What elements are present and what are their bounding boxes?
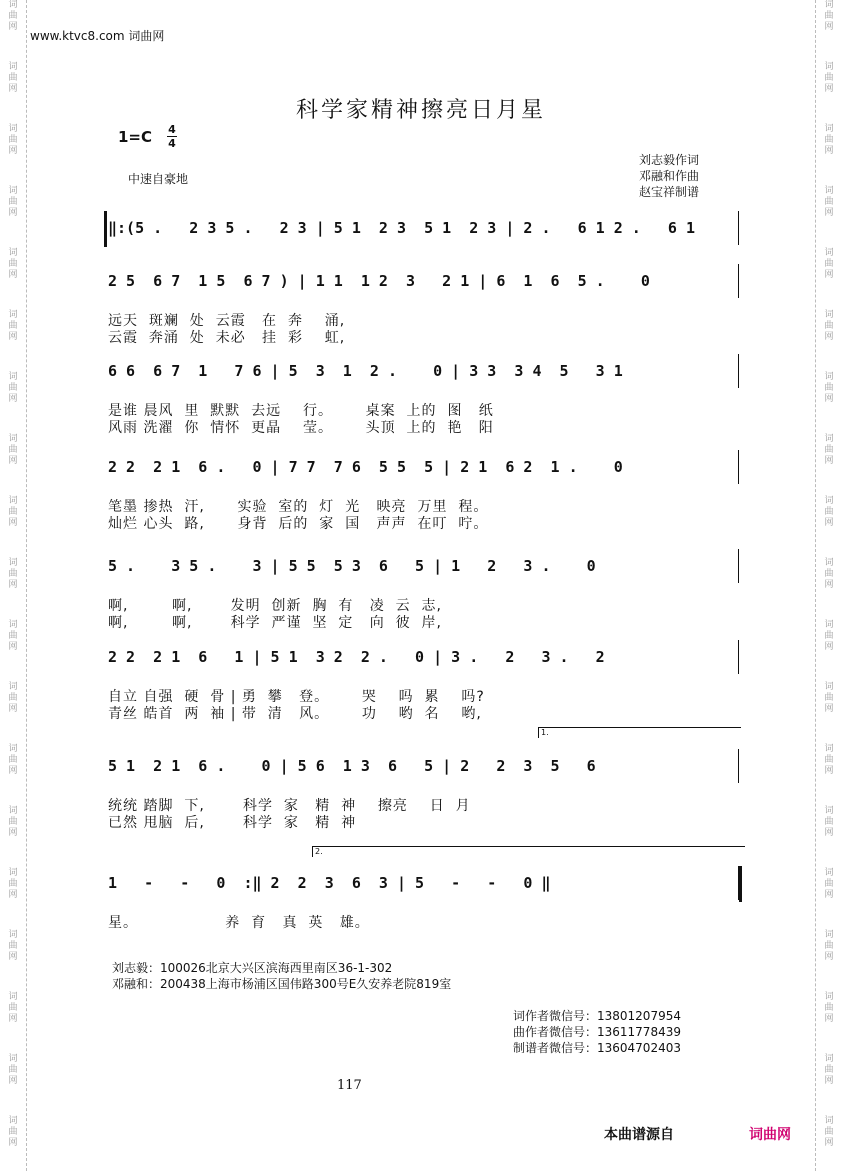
notation-line: 5 . 3 5 . 3 | 5 5 5 3 6 5 | 1 2 3 . 0 <box>108 557 596 575</box>
lyric-line-verse-2: 青丝 皓首 两 袖 | 带 清 风。 功 哟 名 哟, <box>108 706 482 722</box>
watermark-text: 词 曲 网 <box>8 1054 18 1086</box>
watermark-text: 词 曲 网 <box>8 558 18 590</box>
watermark-text: 词 曲 网 <box>824 806 834 838</box>
barline <box>738 450 739 484</box>
lyric-line-verse-1: 笔墨 掺热 汗, 实验 室的 灯 光 映亮 万里 程。 <box>108 499 489 515</box>
watermark-text: 词 曲 网 <box>824 62 834 94</box>
lyric-line-verse-2: 灿烂 心头 路, 身背 后的 家 国 声声 在叮 咛。 <box>108 516 489 532</box>
lyric-line-verse-1: 是谁 晨风 里 默默 去远 行。 桌案 上的 图 纸 <box>108 403 494 419</box>
notation-line: 2 5 6 7 1 5 6 7 ) | 1 1 1 2 3 2 1 | 6 1 6 5 . 0 <box>108 272 650 290</box>
site-url[interactable]: www.ktvc8.com 词曲网 <box>30 29 165 43</box>
watermark-text: 词 曲 网 <box>8 248 18 280</box>
watermark-text: 词 曲 网 <box>8 0 18 32</box>
lyric-line-verse-1: 统统 踏脚 下, 科学 家 精 神 擦亮 日 月 <box>108 798 471 814</box>
final-barline <box>739 866 742 902</box>
watermark-text: 词 曲 网 <box>824 0 834 32</box>
barline <box>738 264 739 298</box>
repeat-start-barline <box>104 211 107 247</box>
watermark-text: 词 曲 网 <box>8 620 18 652</box>
song-title: 科学家精神擦亮日月星 <box>295 98 546 123</box>
wechat-line: 制谱者微信号：13604702403 <box>513 1041 681 1055</box>
key-signature: 1=C <box>118 128 153 146</box>
lyric-line-verse-1: 啊, 啊, 发明 创新 胸 有 凌 云 志, <box>108 598 442 614</box>
watermark-text: 词 曲 网 <box>8 62 18 94</box>
page-number: 117 <box>337 1078 362 1093</box>
tempo-marking: 中速自豪地 <box>128 172 189 186</box>
watermark-text: 词 曲 网 <box>824 372 834 404</box>
notation-line: ‖:(5 . 2 3 5 . 2 3 | 5 1 2 3 5 1 2 3 | 2 . 6 1 2 . 6 1 <box>108 219 695 237</box>
barline <box>738 640 739 674</box>
wechat-block <box>513 1008 681 1056</box>
watermark-text: 词 曲 网 <box>8 124 18 156</box>
watermark-text: 词 曲 网 <box>824 868 834 900</box>
notation-line: 1 - - 0 :‖ 2 2 3 6 3 | 5 - - 0 ‖ <box>108 874 551 892</box>
lyric-line-verse-2: 啊, 啊, 科学 严谨 坚 定 向 彼 岸, <box>108 615 442 631</box>
barline <box>738 211 739 245</box>
watermark-text: 词 曲 网 <box>8 868 18 900</box>
wechat-line: 词作者微信号：13801207954 <box>513 1009 681 1023</box>
watermark-text: 词 曲 网 <box>8 930 18 962</box>
watermark-text: 词 曲 网 <box>824 558 834 590</box>
arranger-credit: 赵宝祥制谱 <box>639 185 700 199</box>
watermark-text: 词 曲 网 <box>8 186 18 218</box>
time-signature: 4 4 <box>168 123 176 150</box>
watermark-text: 词 曲 网 <box>824 124 834 156</box>
source-site-link[interactable]: 词曲网 <box>749 1127 791 1143</box>
wechat-line: 曲作者微信号：13611778439 <box>513 1025 681 1039</box>
watermark-text: 词 曲 网 <box>8 434 18 466</box>
watermark-text: 词 曲 网 <box>824 682 834 714</box>
watermark-text: 词 曲 网 <box>824 310 834 342</box>
notation-line: 2 2 2 1 6 . 0 | 7 7 7 6 5 5 5 | 2 1 6 2 1 . 0 <box>108 458 623 476</box>
source-label: 本曲谱源自 <box>604 1127 674 1143</box>
address-line: 刘志毅：100026北京大兴区滨海西里南区36-1-302 <box>112 961 393 975</box>
lyricist-credit: 刘志毅作词 <box>639 153 700 167</box>
address-line: 邓融和：200438上海市杨浦区国伟路300号E久安养老院819室 <box>112 977 452 991</box>
watermark-text: 词 曲 网 <box>824 186 834 218</box>
barline <box>738 749 739 783</box>
watermark-text: 词 曲 网 <box>8 310 18 342</box>
volta-bracket: 1. <box>538 727 741 738</box>
watermark-text: 词 曲 网 <box>8 496 18 528</box>
watermark-text: 词 曲 网 <box>824 620 834 652</box>
lyric-line-verse-2: 已然 甩脑 后, 科学 家 精 神 <box>108 815 357 831</box>
watermark-text: 词 曲 网 <box>8 992 18 1024</box>
watermark-text: 词 曲 网 <box>8 806 18 838</box>
composer-credit: 邓融和作曲 <box>639 169 700 183</box>
notation-line: 2 2 2 1 6 1 | 5 1 3 2 2 . 0 | 3 . 2 3 . 2 <box>108 648 605 666</box>
watermark-text: 词 曲 网 <box>824 930 834 962</box>
address-block <box>112 960 451 992</box>
lyric-line-verse-2: 风雨 洗濯 你 情怀 更晶 莹。 头顶 上的 艳 阳 <box>108 420 494 436</box>
barline <box>738 549 739 583</box>
watermark-text: 词 曲 网 <box>824 1054 834 1086</box>
lyric-line-verse-1: 远天 斑斓 处 云霞 在 奔 涌, <box>108 313 346 329</box>
notation-line: 5 1 2 1 6 . 0 | 5 6 1 3 6 5 | 2 2 3 5 6 <box>108 757 596 775</box>
lyric-line-verse-1: 自立 自强 硬 骨 | 勇 攀 登。 哭 吗 累 吗? <box>108 689 485 705</box>
watermark-text: 词 曲 网 <box>8 1116 18 1148</box>
watermark-text: 词 曲 网 <box>824 434 834 466</box>
volta-bracket: 2. <box>312 846 745 857</box>
right-margin-watermark <box>815 0 842 1171</box>
watermark-text: 词 曲 网 <box>8 682 18 714</box>
watermark-text: 词 曲 网 <box>824 248 834 280</box>
notation-line: 6 6 6 7 1 7 6 | 5 3 1 2 . 0 | 3 3 3 4 5 3 1 <box>108 362 623 380</box>
credits <box>639 152 699 200</box>
lyric-line-verse-1: 星。 养 育 真 英 雄。 <box>108 915 370 931</box>
barline <box>738 354 739 388</box>
watermark-text: 词 曲 网 <box>824 496 834 528</box>
watermark-text: 词 曲 网 <box>8 744 18 776</box>
watermark-text: 词 曲 网 <box>824 744 834 776</box>
left-margin-watermark <box>0 0 27 1171</box>
watermark-text: 词 曲 网 <box>8 372 18 404</box>
watermark-text: 词 曲 网 <box>824 992 834 1024</box>
watermark-text: 词 曲 网 <box>824 1116 834 1148</box>
lyric-line-verse-2: 云霞 奔涌 处 未必 挂 彩 虹, <box>108 330 346 346</box>
